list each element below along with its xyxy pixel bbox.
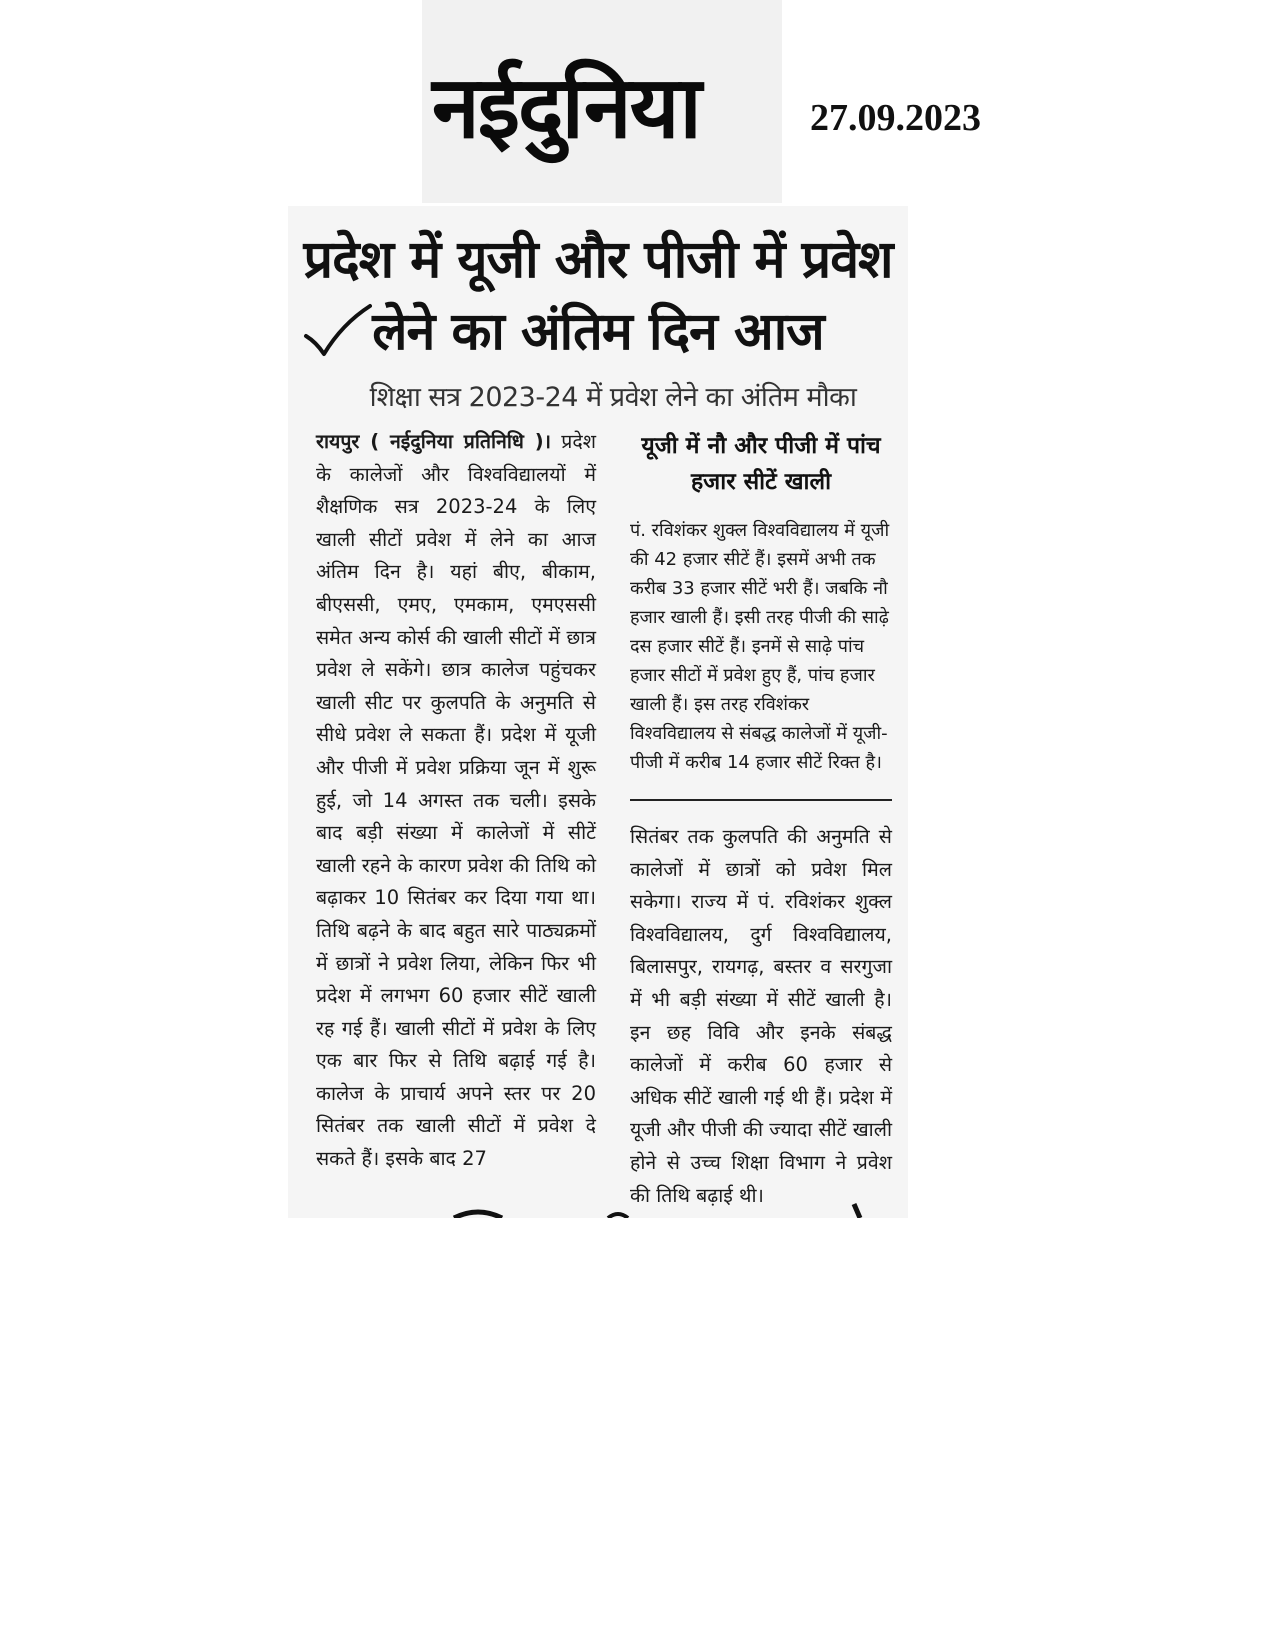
column-divider <box>630 799 892 801</box>
news-clipping <box>288 206 908 1218</box>
sidebar-box-title: यूजी में नौ और पीजी में पांच हजार सीटें खाली <box>641 433 881 495</box>
article-column-right <box>630 426 892 1212</box>
subheadline: शिक्षा सत्र 2023-24 में प्रवेश लेने का अंतिम मौका <box>369 382 857 413</box>
newspaper-masthead <box>422 0 782 203</box>
headline-line-2: लेने का अंतिम दिन आज <box>372 302 824 362</box>
cropped-text-fragment <box>288 1202 908 1218</box>
sidebar-box-body: पं. रविशंकर शुक्ल विश्वविद्यालय में यूजी की 42 हजार सीटें हैं। इसमें अभी तक करीब 33 हजार सीटें भरी हैं। जबकि नौ हजार खाली हैं। इसी तरह पीजी की साढ़े दस हजार सीटें हैं। इनमें से साढ़े पांच हजार सीटों में प्रवेश हुए हैं, पांच हजार खाली हैं। इस तरह रविशंकर विश्वविद्यालय से संबद्ध कालेजों में यूजी-पीजी में करीब 14 हजार सीटें रिक्त है। <box>630 520 890 773</box>
check-mark-icon <box>302 302 372 362</box>
dateline: रायपुर ( नईदुनिया प्रतिनिधि )। <box>316 430 552 453</box>
clipping-date: 27.09.2023 <box>810 97 981 139</box>
headline <box>288 224 908 368</box>
article-column-left <box>316 426 596 1176</box>
headline-line-1: प्रदेश में यूजी और पीजी में प्रवेश <box>303 230 893 290</box>
newspaper-logo: नईदुनिया <box>432 58 700 158</box>
article-body-right: सितंबर तक कुलपति की अनुमति से कालेजों में छात्रों को प्रवेश मिल सकेगा। राज्य में पं. रविशंकर शुक्ल विश्वविद्यालय, दुर्ग विश्वविद्यालय, बिलासपुर, रायगढ़, बस्तर व सरगुजा में भी बड़ी संख्या में सीटें खाली है। इन छह विवि और इनके संबद्ध कालेजों में करीब 60 हजार से अधिक सीटें खाली गई थी हैं। प्रदेश में यूजी और पीजी की ज्यादा सीटें खाली होने से उच्च शिक्षा विभाग ने प्रवेश की तिथि बढ़ाई थी। <box>630 825 892 1207</box>
article-body-left: प्रदेश के कालेजों और विश्वविद्यालयों में शैक्षणिक सत्र 2023-24 के लिए खाली सीटों प्रवेश में लेने का आज अंतिम दिन है। यहां बीए, बीकाम, बीएससी, एमए, एमकाम, एमएससी समेत अन्य कोर्स की खाली सीटों में छात्र प्रवेश ले सकेंगे। छात्र कालेज पहुंचकर खाली सीट पर कुलपति के अनुमति से सीधे प्रवेश ले सकता हैं। प्रदेश में यूजी और पीजी में प्रवेश प्रक्रिया जून में शुरू हुई, जो 14 अगस्त तक चली। इसके बाद बड़ी संख्या में कालेजों में सीटें खाली रहने के कारण प्रवेश की तिथि को बढ़ाकर 10 सितंबर कर दिया गया था। तिथि बढ़ने के बाद बहुत सारे पाठ्यक्रमों में छात्रों ने प्रवेश लिया, लेकिन फिर भी प्रदेश में लगभग 60 हजार सीटें खाली रह गई हैं। खाली सीटों में प्रवेश के लिए एक बार फिर से तिथि बढ़ाई गई है। कालेज के प्राचार्य अपने स्तर पर 20 सितंबर तक खाली सीटों में प्रवेश दे सकते हैं। इसके बाद 27 <box>316 430 596 1171</box>
